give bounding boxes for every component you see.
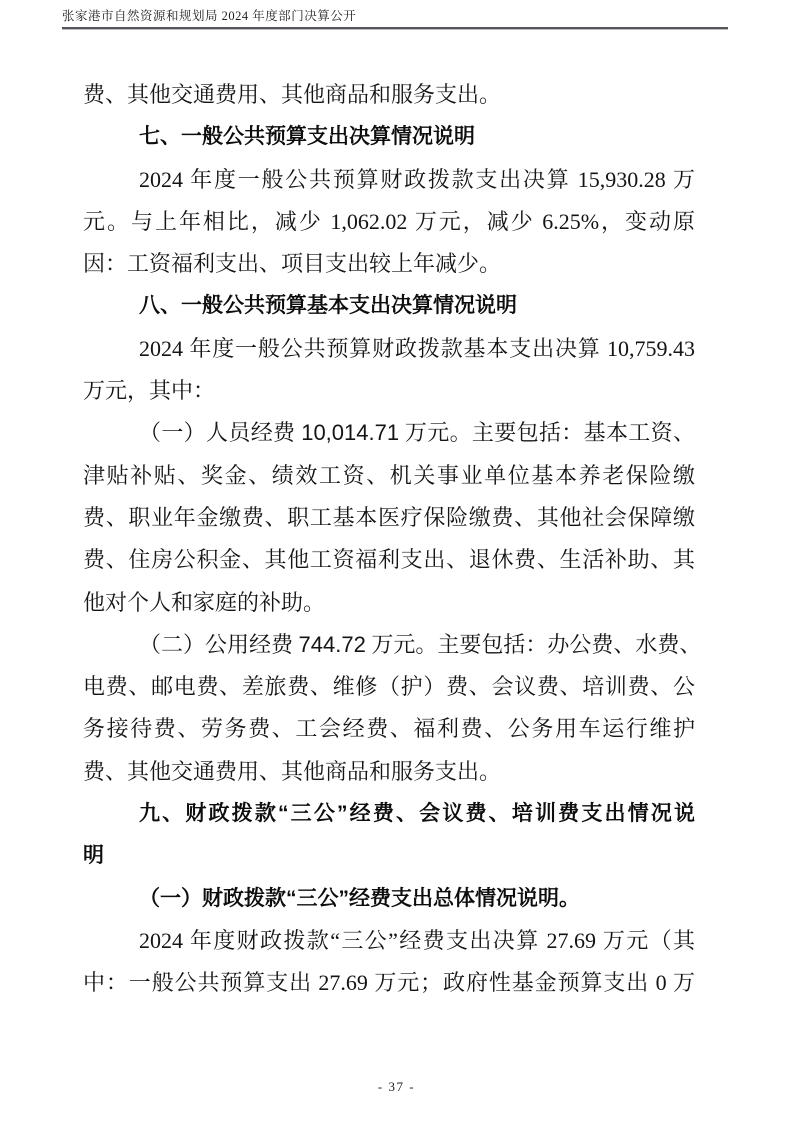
page-header bbox=[62, 8, 728, 30]
text-line: 因：工资福利支出、项目支出较上年减少。 bbox=[83, 251, 502, 277]
text-segment: 万元。主要包括：办公费、水费、 bbox=[365, 631, 702, 657]
header-rule bbox=[62, 27, 728, 30]
text-line: 中：一般公共预算支出 27.69 万元；政府性基金预算支出 0 万 bbox=[83, 970, 695, 996]
amount-value: 10,014.71 bbox=[301, 420, 400, 446]
text-line bbox=[83, 412, 695, 454]
section-heading: 明 bbox=[83, 844, 104, 868]
text-line bbox=[83, 624, 702, 666]
text-segment: （一）人员经费 bbox=[139, 420, 302, 446]
text-line: 费、住房公积金、其他工资福利支出、退休费、生活补助、其 bbox=[83, 547, 695, 573]
text-line: 务接待费、劳务费、工会经费、福利费、公务用车运行维护 bbox=[83, 716, 695, 742]
text-line: 2024 年度财政拨款“三公”经费支出决算 27.69 万元（其 bbox=[139, 927, 695, 953]
text-line: 电费、邮电费、差旅费、维修（护）费、会议费、培训费、公 bbox=[83, 674, 695, 700]
text-line: 费、其他交通费用、其他商品和服务支出。 bbox=[83, 82, 502, 107]
text-line: 万元，其中： bbox=[83, 378, 216, 404]
text-line: 他对个人和家庭的补助。 bbox=[83, 589, 326, 615]
text-line: 2024 年度一般公共预算财政拨款支出决算 15,930.28 万 bbox=[139, 166, 695, 192]
text-line: 2024 年度一般公共预算财政拨款基本支出决算 10,759.43 bbox=[139, 335, 695, 361]
subsection-heading: （一）财政拨款“三公”经费支出总体情况说明。 bbox=[139, 886, 580, 910]
section-heading: 九、财政拨款“三公”经费、会议费、培训费支出情况说 bbox=[139, 802, 695, 826]
section-heading: 七、一般公共预算支出决算情况说明 bbox=[139, 125, 475, 149]
text-segment: （二）公用经费 bbox=[139, 631, 299, 657]
page-footer bbox=[0, 1078, 793, 1096]
text-line: 费、其他交通费用、其他商品和服务支出。 bbox=[83, 758, 502, 784]
text-line: 津贴补贴、奖金、绩效工资、机关事业单位基本养老保险缴 bbox=[83, 462, 695, 488]
amount-value: 744.72 bbox=[298, 631, 366, 657]
header-title: 张家港市自然资源和规划局 2024 年度部门决算公开 bbox=[62, 9, 357, 23]
text-segment: 万元。主要包括：基本工资、 bbox=[399, 420, 695, 446]
page-number: - 37 - bbox=[377, 1079, 416, 1094]
document-body bbox=[83, 74, 702, 1005]
text-line: 元。与上年相比，减少 1,062.02 万元，减少 6.25%，变动原 bbox=[83, 208, 695, 234]
text-line: 费、职业年金缴费、职工基本医疗保险缴费、其他社会保障缴 bbox=[83, 504, 695, 530]
section-heading: 八、一般公共预算基本支出决算情况说明 bbox=[139, 294, 517, 318]
